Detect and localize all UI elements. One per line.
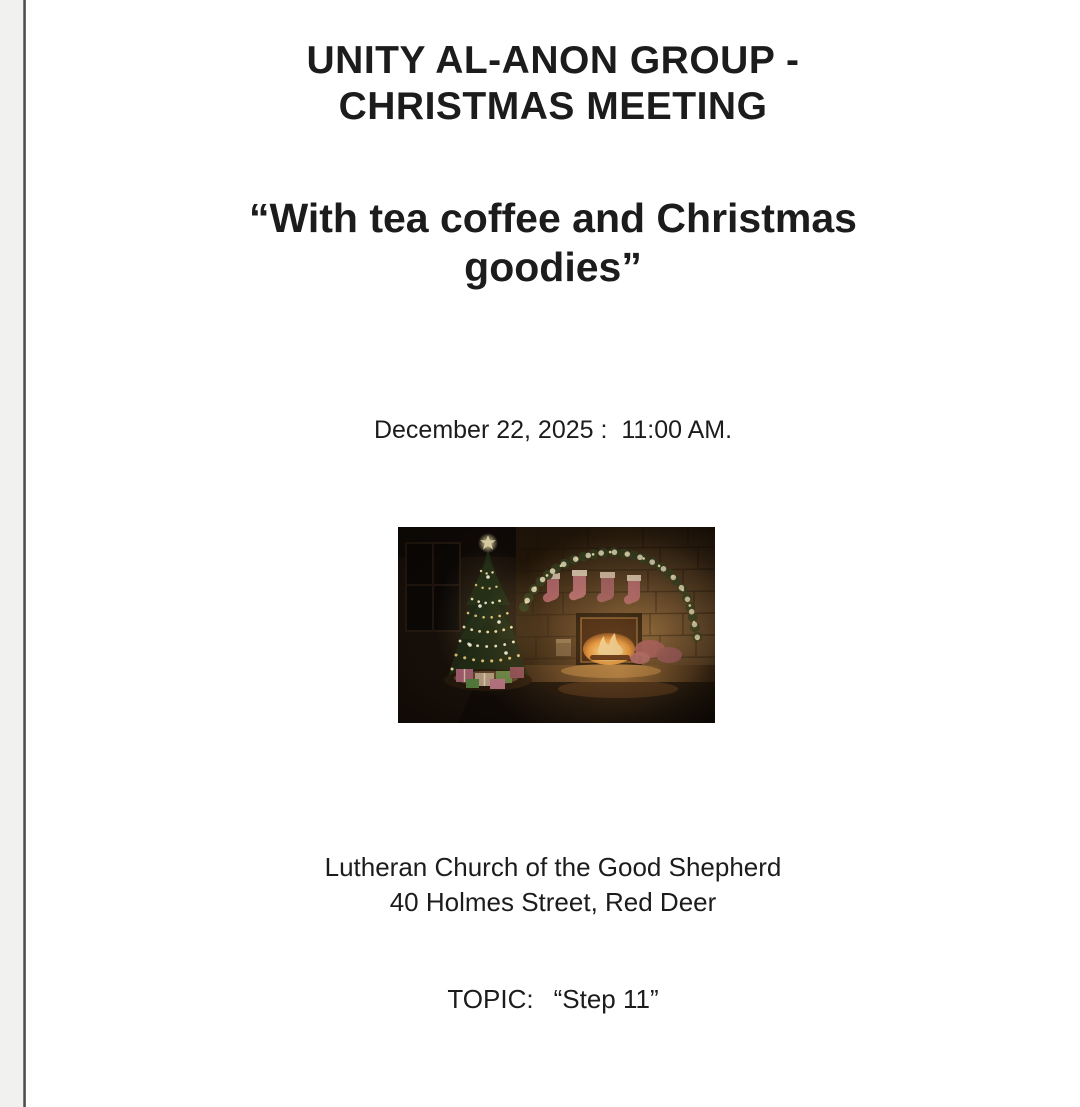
- topic-line: [26, 984, 1080, 1015]
- flyer-title-line1: UNITY AL-ANON GROUP -: [306, 39, 800, 82]
- venue-address: 40 Holmes Street, Red Deer: [389, 887, 717, 917]
- meeting-datetime: December 22, 2025 : 11:00 AM.: [373, 416, 733, 444]
- vignette-overlay: [398, 527, 715, 723]
- flyer-title-line2: CHRISTMAS MEETING: [338, 85, 768, 128]
- topic-value: “Step 11”: [553, 984, 659, 1014]
- venue-block: [26, 850, 1080, 920]
- flyer-content: [26, 0, 1080, 1107]
- scan-edge-strip: [0, 0, 23, 1107]
- flyer-title: [26, 38, 1080, 130]
- christmas-photo-illustration: [398, 527, 715, 723]
- venue-name: Lutheran Church of the Good Shepherd: [324, 852, 782, 882]
- flyer-subtitle-line2: goodies”: [464, 244, 642, 290]
- christmas-fireplace-photo: [398, 527, 715, 723]
- flyer-subtitle-line1: “With tea coffee and Christmas: [249, 195, 857, 241]
- flyer-subtitle: [26, 194, 1080, 292]
- topic-label: TOPIC:: [447, 984, 534, 1014]
